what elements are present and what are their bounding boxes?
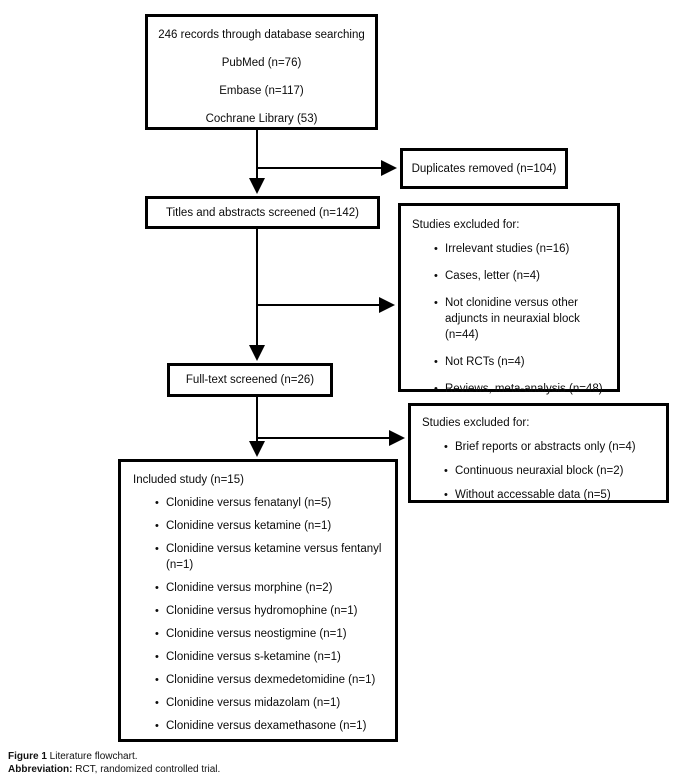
list-item: • Irrelevant studies (n=16) (434, 241, 609, 257)
list-item: • Brief reports or abstracts only (n=4) (444, 439, 658, 455)
list-item: • Clonidine versus dexmedetomidine (n=1) (155, 672, 387, 688)
duplicates-removed-label: Duplicates removed (n=104) (411, 162, 557, 175)
figure-caption (8, 751, 220, 776)
list-item: • Clonidine versus midazolam (n=1) (155, 695, 387, 711)
excluded-screening-box (398, 203, 620, 395)
excluded-screening-list (412, 241, 609, 397)
duplicates-removed-box (400, 148, 568, 189)
list-item: • Cases, letter (n=4) (434, 268, 609, 284)
list-item: • Not RCTs (n=4) (434, 354, 609, 370)
list-item: Embase (n=117) (219, 85, 304, 97)
figure-caption-line (8, 751, 220, 764)
list-item: Cochrane Library (53) (205, 113, 318, 125)
included-study-title: Included study (n=15) (133, 474, 244, 486)
titles-abstracts-screened-box (145, 196, 380, 229)
excluded-fulltext-title: Studies excluded for: (422, 417, 530, 429)
list-item: • Without accessable data (n=5) (444, 487, 658, 503)
list-item: • Not clonidine versus other adjuncts in neuraxial block (n=44) (434, 295, 609, 343)
list-item: • Clonidine versus fenatanyl (n=5) (155, 495, 387, 511)
excluded-fulltext-box (408, 403, 669, 503)
list-item: • Clonidine versus hydromophine (n=1) (155, 603, 387, 619)
records-title: 246 records through database searching (158, 29, 365, 41)
figure-label: Figure 1 (8, 751, 47, 762)
records-box (145, 14, 378, 130)
list-item: • Clonidine versus s-ketamine (n=1) (155, 649, 387, 665)
abbreviation-text: RCT, randomized controlled trial. (72, 763, 221, 775)
list-item: • Continuous neuraxial block (n=2) (444, 463, 658, 479)
included-study-box (118, 459, 398, 742)
list-item: • Clonidine versus neostigmine (n=1) (155, 626, 387, 642)
list-item: • Clonidine versus morphine (n=2) (155, 580, 387, 596)
included-study-list (133, 495, 387, 734)
titles-abstracts-screened-label: Titles and abstracts screened (n=142) (166, 206, 359, 219)
list-item: • Clonidine versus dexamethasone (n=1) (155, 718, 387, 734)
figure-text: Literature flowchart. (46, 751, 138, 762)
abbreviation-label: Abbreviation: (8, 763, 73, 775)
excluded-screening-title: Studies excluded for: (412, 219, 520, 231)
list-item: • Clonidine versus ketamine (n=1) (155, 518, 387, 534)
records-sources (148, 55, 375, 127)
list-item: PubMed (n=76) (221, 57, 302, 69)
list-item: • Clonidine versus ketamine versus fentanyl (n=1) (155, 541, 387, 573)
list-item: • Reviews, meta-analysis (n=48) (434, 381, 609, 397)
fulltext-screened-label: Full-text screened (n=26) (185, 374, 315, 386)
abbreviation-line (8, 764, 220, 777)
fulltext-screened-box (167, 363, 333, 397)
excluded-fulltext-list (422, 439, 658, 503)
